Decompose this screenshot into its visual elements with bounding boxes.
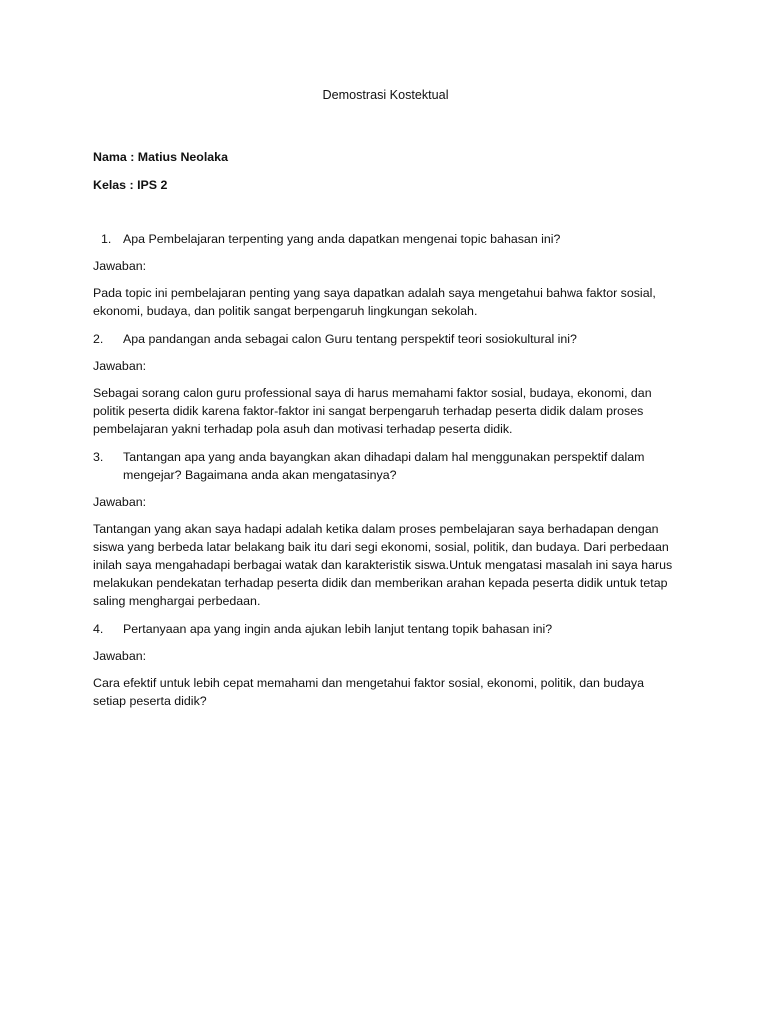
- question-text: Apa Pembelajaran terpenting yang anda dapatkan mengenai topic bahasan ini?: [123, 232, 561, 246]
- question-2: [93, 330, 678, 348]
- answer-label: Jawaban:: [93, 359, 147, 373]
- question-text: Pertanyaan apa yang ingin anda ajukan lebih lanjut tentang topik bahasan ini?: [123, 622, 553, 636]
- question-1: [93, 230, 678, 248]
- question-number: 2.: [93, 332, 104, 346]
- answer-label: Jawaban:: [93, 495, 147, 509]
- answer-label: Jawaban:: [93, 259, 147, 273]
- answer-text: Tantangan yang akan saya hadapi adalah ketika dalam proses pembelajaran saya berhadapan dengan siswa yang berbeda latar belakang baik itu dari segi ekonomi, sosial, politik, dan budaya. Dari perbedaan inilah saya mengahadapi berbagai watak dan karakteristik siswa.Untuk mengatasi masalah ini saya harus melakukan pendekatan terhadap peserta didik dan memberikan arahan kepada peserta didik untuk tetap saling menghargai perbedaan.: [93, 522, 673, 608]
- question-number: 4.: [93, 622, 104, 636]
- question-text: Tantangan apa yang anda bayangkan akan dihadapi dalam hal menggunakan perspektif dalam mengejar? Bagaimana anda akan mengatasinya?: [123, 450, 645, 482]
- question-number: 3.: [93, 450, 104, 464]
- question-number: 1.: [101, 232, 112, 246]
- document-title: Demostrasi Kostektual: [322, 88, 449, 102]
- answer-text: Cara efektif untuk lebih cepat memahami dan mengetahui faktor sosial, ekonomi, politik, dan budaya setiap peserta didik?: [93, 676, 645, 708]
- answer-label: Jawaban:: [93, 649, 147, 663]
- document-content: [93, 86, 678, 720]
- question-4: [93, 620, 678, 638]
- student-name: Nama : Matius Neolaka: [93, 150, 228, 164]
- answer-text: Pada topic ini pembelajaran penting yang saya dapatkan adalah saya mengetahui bahwa faktor sosial, ekonomi, budaya, dan politik sangat berpengaruh lingkungan sekolah.: [93, 286, 656, 318]
- question-text: Apa pandangan anda sebagai calon Guru tentang perspektif teori sosiokultural ini?: [123, 332, 577, 346]
- student-class: Kelas : IPS 2: [93, 178, 168, 192]
- answer-text: Sebagai sorang calon guru professional saya di harus memahami faktor sosial, budaya, ekonomi, dan politik peserta didik karena faktor-faktor ini sangat berpengaruh terhadap peserta didik dalam proses pembelajaran yakni terhadap pola asuh dan motivasi terhadap peserta didik.: [93, 386, 652, 436]
- question-3: [93, 448, 678, 484]
